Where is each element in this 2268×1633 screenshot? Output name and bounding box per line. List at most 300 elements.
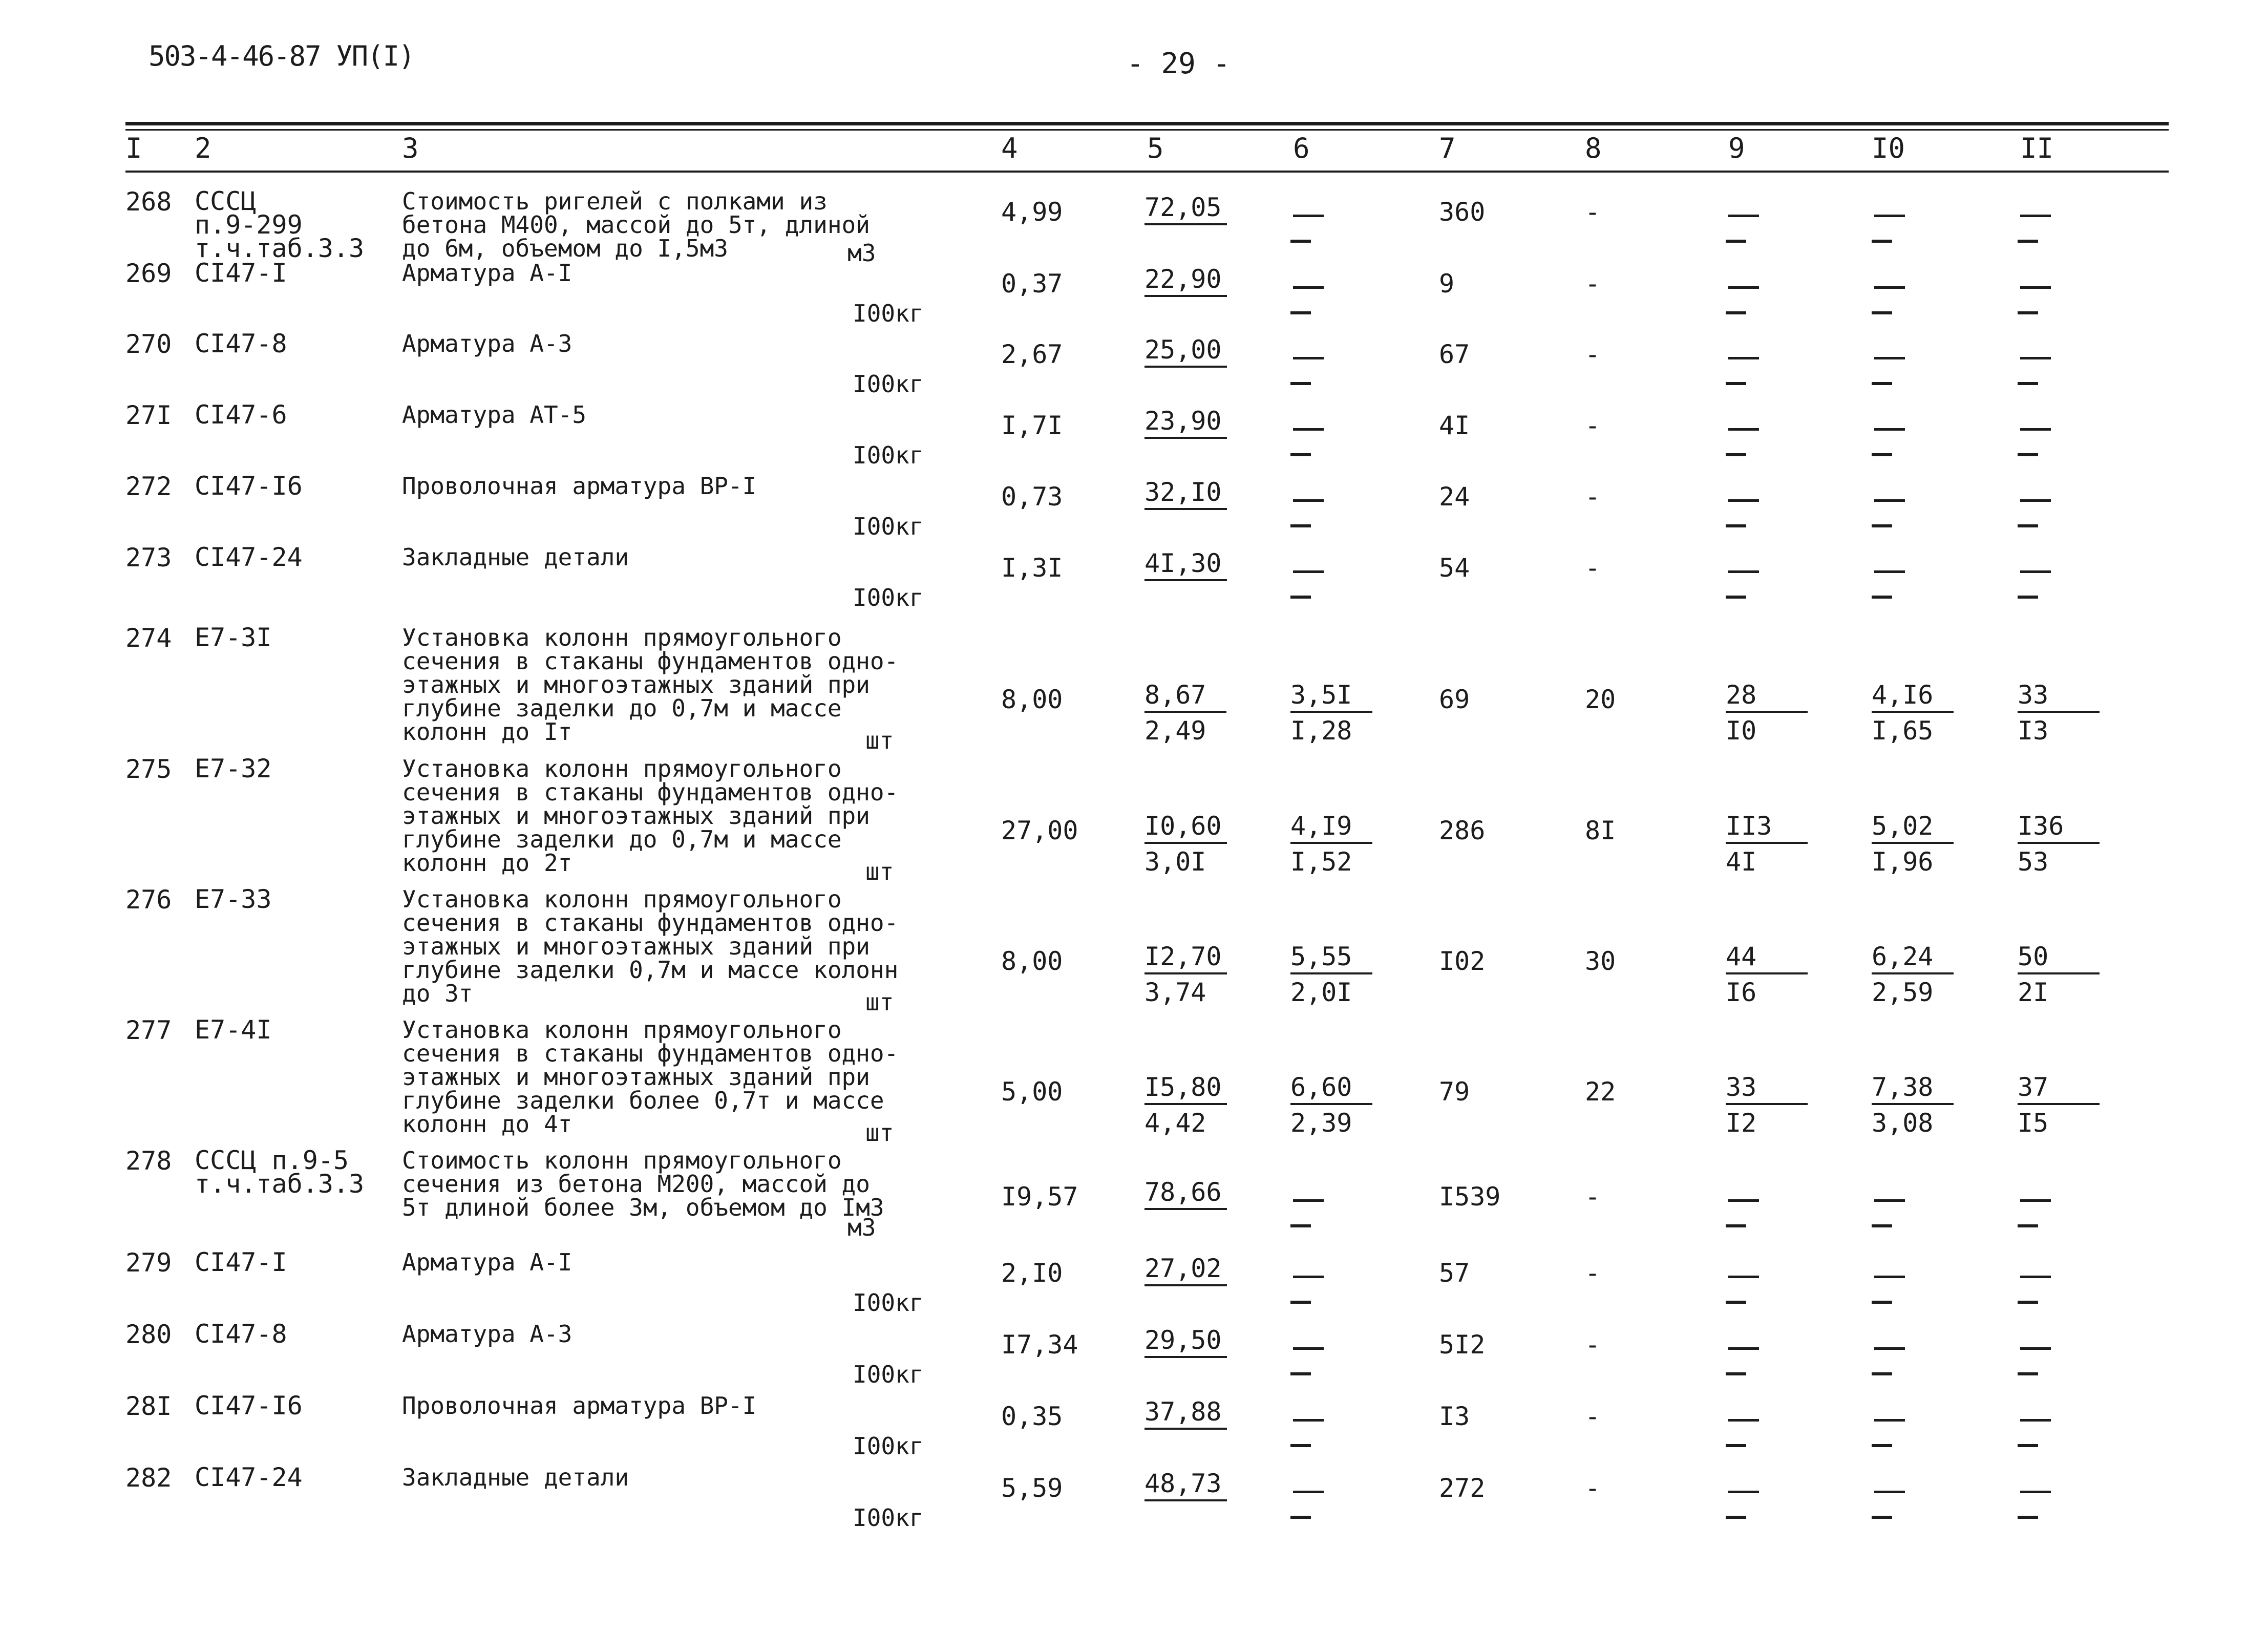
row-description: Стоимость ригелей с полками из бетона М400, массой до 5т, длиной до 6м, объемом до I,5м3 bbox=[402, 187, 870, 262]
row-unit: м3 bbox=[847, 1214, 876, 1241]
col5-denominator bbox=[1144, 1358, 1227, 1394]
dash-mark-bottom bbox=[1726, 1426, 1782, 1461]
col5-denominator: 2,49 bbox=[1144, 716, 1206, 746]
row-code: СI47-I6 bbox=[195, 1391, 303, 1420]
dash-mark bbox=[2018, 1372, 2038, 1375]
dash-mark-bottom bbox=[1726, 506, 1782, 542]
col9-fraction bbox=[1726, 545, 1782, 613]
col5-denominator: 4,42 bbox=[1144, 1108, 1206, 1138]
column-header-9: 9 bbox=[1728, 132, 1745, 164]
col5-fraction bbox=[1144, 1466, 1227, 1537]
column-header-10: I0 bbox=[1872, 132, 1905, 164]
row-unit: шт bbox=[865, 1119, 894, 1147]
dash-mark-bottom bbox=[1290, 1354, 1347, 1390]
row-code: СI47-6 bbox=[195, 400, 287, 430]
dash-mark-top bbox=[1872, 332, 1928, 364]
dash-mark bbox=[1290, 524, 1311, 527]
col9-fraction bbox=[1726, 1466, 1782, 1533]
col8-value: - bbox=[1585, 1182, 1601, 1212]
col5-fraction bbox=[1144, 545, 1227, 617]
col5-denominator bbox=[1144, 368, 1227, 404]
dash-mark bbox=[1290, 1224, 1311, 1227]
dash-mark-top bbox=[2018, 1174, 2074, 1206]
col9-fraction bbox=[1726, 677, 1808, 749]
col9-denominator: I6 bbox=[1726, 978, 1757, 1007]
dash-mark-bottom bbox=[1872, 293, 1928, 329]
dash-mark bbox=[1726, 596, 1746, 599]
row-code: Е7-3I bbox=[195, 623, 272, 652]
dash-mark-top bbox=[1726, 1250, 1782, 1282]
col9-numerator: 28 bbox=[1726, 677, 1808, 713]
col10-fraction bbox=[1872, 1174, 1928, 1242]
column-header-6: 6 bbox=[1293, 132, 1310, 164]
dash-mark bbox=[1872, 596, 1892, 599]
dash-mark-top bbox=[1290, 189, 1347, 221]
row-unit: шт bbox=[865, 988, 894, 1016]
col7-value: I539 bbox=[1439, 1182, 1501, 1212]
dash-mark bbox=[1872, 311, 1892, 314]
col10-fraction bbox=[1872, 1322, 1928, 1390]
col10-denominator: I,96 bbox=[1872, 847, 1934, 877]
dash-mark bbox=[1726, 1372, 1746, 1375]
dash-mark bbox=[1872, 524, 1892, 527]
dash-mark bbox=[2018, 596, 2038, 599]
dash-mark-bottom bbox=[2018, 1282, 2074, 1318]
col10-fraction bbox=[1872, 545, 1928, 613]
col11-numerator: 37 bbox=[2018, 1069, 2100, 1105]
col9-denominator: I2 bbox=[1726, 1108, 1757, 1138]
dash-mark bbox=[2018, 1516, 2038, 1519]
dash-mark-top bbox=[1726, 1322, 1782, 1354]
dash-mark-bottom bbox=[1290, 364, 1347, 399]
dash-mark-top bbox=[1872, 474, 1928, 506]
col7-value: 286 bbox=[1439, 816, 1486, 845]
col11-fraction bbox=[2018, 545, 2074, 613]
col11-numerator: I36 bbox=[2018, 808, 2100, 844]
dash-mark bbox=[1726, 240, 1746, 243]
dash-mark-top bbox=[2018, 332, 2074, 364]
dash-mark-bottom bbox=[1726, 1206, 1782, 1242]
col9-fraction bbox=[1726, 1174, 1782, 1242]
col5-numerator: 23,90 bbox=[1144, 403, 1227, 439]
dash-mark bbox=[1726, 1301, 1746, 1304]
dash-mark-bottom bbox=[1872, 1282, 1928, 1318]
dash-mark bbox=[1290, 240, 1311, 243]
col6-fraction bbox=[1290, 1174, 1347, 1242]
dash-mark-bottom bbox=[1872, 1497, 1928, 1533]
dash-mark-top bbox=[2018, 403, 2074, 435]
col9-fraction bbox=[1726, 332, 1782, 399]
dash-mark-bottom bbox=[1872, 506, 1928, 542]
col6-fraction bbox=[1290, 403, 1347, 471]
col4-value: 0,73 bbox=[1001, 482, 1063, 512]
col10-fraction bbox=[1872, 332, 1928, 399]
dash-mark bbox=[1726, 453, 1746, 456]
row-number: 278 bbox=[125, 1146, 172, 1176]
dash-mark-bottom bbox=[1290, 293, 1347, 329]
col11-denominator: I3 bbox=[2018, 716, 2049, 746]
col4-value: I,3I bbox=[1001, 553, 1063, 583]
dash-mark-bottom bbox=[1290, 1206, 1347, 1242]
col5-fraction bbox=[1144, 261, 1227, 333]
row-description: Проволочная арматура ВР-I bbox=[402, 1392, 757, 1419]
col5-fraction bbox=[1144, 677, 1226, 749]
dash-mark-top bbox=[1726, 189, 1782, 221]
col10-numerator: 4,I6 bbox=[1872, 677, 1954, 713]
dash-mark bbox=[2018, 240, 2038, 243]
col4-value: 27,00 bbox=[1001, 816, 1078, 845]
col5-numerator: 27,02 bbox=[1144, 1250, 1227, 1286]
col6-fraction bbox=[1290, 1322, 1347, 1390]
row-description: Закладные детали bbox=[402, 1464, 629, 1491]
col6-fraction bbox=[1290, 939, 1372, 1010]
col5-fraction bbox=[1144, 1322, 1227, 1394]
col5-fraction bbox=[1144, 939, 1227, 1010]
col8-value: - bbox=[1585, 197, 1601, 227]
col5-denominator bbox=[1144, 439, 1227, 475]
col7-value: 69 bbox=[1439, 685, 1470, 714]
row-unit: I00кг bbox=[853, 370, 924, 398]
dash-mark-top bbox=[1726, 474, 1782, 506]
dash-mark-top bbox=[1726, 403, 1782, 435]
column-header-11: II bbox=[2020, 132, 2054, 164]
dash-mark-bottom bbox=[1872, 435, 1928, 471]
col4-value: I7,34 bbox=[1001, 1330, 1078, 1360]
dash-mark-top bbox=[1290, 474, 1347, 506]
col9-fraction bbox=[1726, 808, 1808, 880]
dash-mark bbox=[1290, 1372, 1311, 1375]
col4-value: 8,00 bbox=[1001, 946, 1063, 976]
col5-numerator: 29,50 bbox=[1144, 1322, 1227, 1358]
col5-fraction bbox=[1144, 189, 1227, 261]
col5-denominator bbox=[1144, 1501, 1227, 1537]
col11-denominator: 53 bbox=[2018, 847, 2049, 877]
col5-denominator bbox=[1144, 1210, 1227, 1246]
col6-numerator: 4,I9 bbox=[1290, 808, 1372, 844]
col6-denominator: 2,0I bbox=[1290, 978, 1352, 1007]
col9-denominator: 4I bbox=[1726, 847, 1757, 877]
dash-mark-bottom bbox=[1290, 1282, 1347, 1318]
column-header-5: 5 bbox=[1147, 132, 1164, 164]
dash-mark-top bbox=[1872, 1394, 1928, 1426]
col11-fraction bbox=[2018, 1394, 2074, 1461]
dash-mark-bottom bbox=[1290, 1426, 1347, 1461]
dash-mark-top bbox=[2018, 1322, 2074, 1354]
row-description: Установка колонн прямоугольного сечения в стаканы фундаментов одно-этажных и многоэтажных зданий при глубине заделки до 0,7м и массе колонн до Iт bbox=[402, 624, 899, 746]
col5-numerator: I0,60 bbox=[1144, 808, 1227, 844]
col11-fraction bbox=[2018, 332, 2074, 399]
dash-mark-bottom bbox=[2018, 221, 2074, 257]
dash-mark-top bbox=[1726, 1174, 1782, 1206]
row-unit: I00кг bbox=[853, 300, 924, 327]
dash-mark-top bbox=[1290, 1394, 1347, 1426]
col8-value: - bbox=[1585, 553, 1601, 583]
dash-mark-top bbox=[2018, 474, 2074, 506]
row-description: Установка колонн прямоугольного сечения в стаканы фундаментов одно-этажных и многоэтажных зданий при глубине заделки 0,7м и массе колонн до 3т bbox=[402, 885, 899, 1007]
col9-fraction bbox=[1726, 1322, 1782, 1390]
col11-fraction bbox=[2018, 474, 2074, 542]
col8-value: - bbox=[1585, 269, 1601, 299]
dash-mark bbox=[2018, 453, 2038, 456]
col9-numerator: 44 bbox=[1726, 939, 1808, 974]
dash-mark-bottom bbox=[2018, 1206, 2074, 1242]
row-unit: м3 bbox=[847, 239, 876, 267]
row-number: 279 bbox=[125, 1248, 172, 1278]
col6-fraction bbox=[1290, 261, 1347, 329]
col6-fraction bbox=[1290, 332, 1347, 399]
dash-mark bbox=[2018, 1224, 2038, 1227]
dash-mark-top bbox=[1290, 1322, 1347, 1354]
row-number: 280 bbox=[125, 1320, 172, 1349]
col5-fraction bbox=[1144, 808, 1227, 880]
dash-mark-top bbox=[1726, 261, 1782, 293]
col6-fraction bbox=[1290, 189, 1347, 257]
col10-numerator: 5,02 bbox=[1872, 808, 1954, 844]
row-code: Е7-32 bbox=[195, 754, 272, 783]
col11-fraction bbox=[2018, 677, 2100, 749]
col5-numerator: 8,67 bbox=[1144, 677, 1226, 713]
col6-fraction bbox=[1290, 1250, 1347, 1318]
row-description: Закладные детали bbox=[402, 543, 629, 571]
col7-value: I3 bbox=[1439, 1402, 1470, 1431]
col5-numerator: 32,I0 bbox=[1144, 474, 1227, 510]
row-unit: I00кг bbox=[853, 1289, 924, 1317]
row-number: 28I bbox=[125, 1391, 172, 1421]
col7-value: 360 bbox=[1439, 197, 1486, 227]
dash-mark bbox=[1872, 1301, 1892, 1304]
dash-mark-top bbox=[1872, 1322, 1928, 1354]
col10-fraction bbox=[1872, 1250, 1928, 1318]
col5-denominator bbox=[1144, 1430, 1227, 1466]
dash-mark bbox=[1872, 1516, 1892, 1519]
col4-value: I,7I bbox=[1001, 411, 1063, 440]
col9-numerator: 33 bbox=[1726, 1069, 1808, 1105]
col10-denominator: I,65 bbox=[1872, 716, 1934, 746]
col6-fraction bbox=[1290, 808, 1372, 880]
col11-fraction bbox=[2018, 1250, 2074, 1318]
dash-mark-bottom bbox=[2018, 1426, 2074, 1461]
dash-mark-bottom bbox=[1290, 577, 1347, 613]
col6-denominator: I,52 bbox=[1290, 847, 1352, 877]
col8-value: - bbox=[1585, 1473, 1601, 1503]
dash-mark bbox=[2018, 382, 2038, 385]
dash-mark-bottom bbox=[1726, 1282, 1782, 1318]
dash-mark bbox=[1726, 1516, 1746, 1519]
table-top-rule bbox=[125, 122, 2169, 125]
row-number: 274 bbox=[125, 623, 172, 653]
column-header-8: 8 bbox=[1585, 132, 1602, 164]
col7-value: 67 bbox=[1439, 340, 1470, 369]
col11-fraction bbox=[2018, 939, 2100, 1010]
col8-value: - bbox=[1585, 411, 1601, 440]
dash-mark-bottom bbox=[2018, 577, 2074, 613]
dash-mark-bottom bbox=[1290, 1497, 1347, 1533]
row-number: 27I bbox=[125, 400, 172, 430]
col10-denominator: 3,08 bbox=[1872, 1108, 1934, 1138]
dash-mark bbox=[1872, 240, 1892, 243]
dash-mark-top bbox=[2018, 261, 2074, 293]
row-unit: I00кг bbox=[853, 584, 924, 611]
dash-mark-bottom bbox=[2018, 293, 2074, 329]
dash-mark-bottom bbox=[2018, 364, 2074, 399]
dash-mark bbox=[1290, 453, 1311, 456]
dash-mark-top bbox=[1290, 332, 1347, 364]
page-number: - 29 - bbox=[1127, 47, 1231, 80]
col4-value: 8,00 bbox=[1001, 685, 1063, 714]
row-code: СССЦ п.9-5 т.ч.таб.3.3 bbox=[195, 1146, 365, 1199]
dash-mark bbox=[1726, 382, 1746, 385]
col5-numerator: 78,66 bbox=[1144, 1174, 1227, 1210]
col5-fraction bbox=[1144, 474, 1227, 546]
dash-mark-bottom bbox=[1290, 506, 1347, 542]
col10-fraction bbox=[1872, 808, 1954, 880]
dash-mark-bottom bbox=[2018, 506, 2074, 542]
col5-fraction bbox=[1144, 1174, 1227, 1246]
col10-numerator: 6,24 bbox=[1872, 939, 1954, 974]
row-unit: шт bbox=[865, 858, 894, 885]
col10-fraction bbox=[1872, 1394, 1928, 1461]
dash-mark-top bbox=[1872, 1250, 1928, 1282]
dash-mark-top bbox=[1290, 1466, 1347, 1497]
row-code: СССЦ п.9-299 т.ч.таб.3.3 bbox=[195, 186, 365, 263]
col5-denominator bbox=[1144, 581, 1227, 617]
col4-value: I9,57 bbox=[1001, 1182, 1078, 1212]
col5-fraction bbox=[1144, 403, 1227, 475]
dash-mark bbox=[2018, 311, 2038, 314]
row-code: СI47-8 bbox=[195, 1319, 287, 1349]
dash-mark-bottom bbox=[1872, 1426, 1928, 1461]
dash-mark bbox=[1872, 453, 1892, 456]
dash-mark bbox=[1290, 1516, 1311, 1519]
dash-mark-bottom bbox=[1872, 1354, 1928, 1390]
col11-fraction bbox=[2018, 261, 2074, 329]
col10-fraction bbox=[1872, 1466, 1928, 1533]
row-description: Установка колонн прямоугольного сечения в стаканы фундаментов одно-этажных и многоэтажных зданий при глубине заделки более 0,7т и массе колонн до 4т bbox=[402, 1016, 899, 1138]
row-description: Арматура А-3 bbox=[402, 1320, 573, 1348]
dash-mark bbox=[1872, 1444, 1892, 1447]
row-description: Проволочная арматура ВР-I bbox=[402, 472, 757, 500]
col10-fraction bbox=[1872, 261, 1928, 329]
col4-value: 5,59 bbox=[1001, 1473, 1063, 1503]
col9-numerator: II3 bbox=[1726, 808, 1808, 844]
col10-fraction bbox=[1872, 1069, 1954, 1141]
dash-mark-top bbox=[1726, 1394, 1782, 1426]
col5-denominator: 3,74 bbox=[1144, 978, 1206, 1007]
dash-mark-top bbox=[1290, 1174, 1347, 1206]
col5-fraction bbox=[1144, 1394, 1227, 1466]
dash-mark bbox=[1872, 1372, 1892, 1375]
col5-numerator: I5,80 bbox=[1144, 1069, 1227, 1105]
col7-value: 5I2 bbox=[1439, 1330, 1486, 1360]
col5-fraction bbox=[1144, 1250, 1227, 1322]
row-number: 276 bbox=[125, 885, 172, 915]
dash-mark-top bbox=[2018, 1394, 2074, 1426]
dash-mark-bottom bbox=[1726, 364, 1782, 399]
col6-fraction bbox=[1290, 545, 1347, 613]
col5-numerator: 72,05 bbox=[1144, 189, 1227, 225]
col10-numerator: 7,38 bbox=[1872, 1069, 1954, 1105]
col11-fraction bbox=[2018, 189, 2074, 257]
col11-fraction bbox=[2018, 403, 2074, 471]
dash-mark-top bbox=[1290, 545, 1347, 577]
row-code: СI47-8 bbox=[195, 329, 287, 358]
dash-mark-top bbox=[1872, 545, 1928, 577]
col5-denominator bbox=[1144, 510, 1227, 546]
col6-numerator: 3,5I bbox=[1290, 677, 1372, 713]
col9-fraction bbox=[1726, 261, 1782, 329]
col4-value: 0,37 bbox=[1001, 269, 1063, 299]
dash-mark-top bbox=[1726, 332, 1782, 364]
col6-numerator: 5,55 bbox=[1290, 939, 1372, 974]
row-code: СI47-24 bbox=[195, 542, 303, 572]
col5-denominator bbox=[1144, 1286, 1227, 1322]
col11-fraction bbox=[2018, 808, 2100, 880]
col11-fraction bbox=[2018, 1174, 2074, 1242]
col9-fraction bbox=[1726, 1069, 1808, 1141]
dash-mark-bottom bbox=[1726, 293, 1782, 329]
dash-mark bbox=[1290, 1444, 1311, 1447]
col10-fraction bbox=[1872, 939, 1954, 1010]
row-description: Установка колонн прямоугольного сечения в стаканы фундаментов одно-этажных и многоэтажных зданий при глубине заделки до 0,7м и массе колонн до 2т bbox=[402, 755, 899, 877]
col5-numerator: 22,90 bbox=[1144, 261, 1227, 297]
row-number: 273 bbox=[125, 543, 172, 572]
col10-fraction bbox=[1872, 677, 1954, 749]
dash-mark bbox=[2018, 524, 2038, 527]
row-number: 272 bbox=[125, 472, 172, 501]
row-description: Арматура А-3 bbox=[402, 330, 573, 357]
col9-denominator: I0 bbox=[1726, 716, 1757, 746]
col5-denominator bbox=[1144, 297, 1227, 333]
row-unit: I00кг bbox=[853, 441, 924, 469]
col10-denominator: 2,59 bbox=[1872, 978, 1934, 1007]
dash-mark-bottom bbox=[1726, 1497, 1782, 1533]
row-code: СI47-I bbox=[195, 1247, 287, 1277]
dash-mark-top bbox=[2018, 545, 2074, 577]
col4-value: 2,I0 bbox=[1001, 1258, 1063, 1288]
row-number: 269 bbox=[125, 259, 172, 288]
dash-mark-top bbox=[1872, 403, 1928, 435]
col4-value: 5,00 bbox=[1001, 1077, 1063, 1107]
dash-mark-bottom bbox=[1726, 435, 1782, 471]
dash-mark bbox=[1726, 1444, 1746, 1447]
dash-mark bbox=[2018, 1444, 2038, 1447]
col7-value: 272 bbox=[1439, 1473, 1486, 1503]
col11-denominator: 2I bbox=[2018, 978, 2049, 1007]
col9-fraction bbox=[1726, 939, 1808, 1010]
col11-denominator: I5 bbox=[2018, 1108, 2049, 1138]
col9-fraction bbox=[1726, 1250, 1782, 1318]
col4-value: 4,99 bbox=[1001, 197, 1063, 227]
dash-mark bbox=[1872, 382, 1892, 385]
row-description: Стоимость колонн прямоугольного сечения из бетона М200, массой до 5т длиной более 3м, объемом до Iм3 bbox=[402, 1147, 884, 1221]
col6-fraction bbox=[1290, 1466, 1347, 1533]
column-header-1: I bbox=[125, 132, 142, 164]
col5-fraction bbox=[1144, 332, 1227, 404]
dash-mark-bottom bbox=[1872, 1206, 1928, 1242]
dash-mark-top bbox=[1872, 1174, 1928, 1206]
col10-fraction bbox=[1872, 474, 1928, 542]
dash-mark-top bbox=[1290, 1250, 1347, 1282]
dash-mark-top bbox=[2018, 189, 2074, 221]
dash-mark-bottom bbox=[1872, 221, 1928, 257]
col6-fraction bbox=[1290, 1069, 1372, 1141]
col5-denominator: 3,0I bbox=[1144, 847, 1206, 877]
col4-value: 2,67 bbox=[1001, 340, 1063, 369]
dash-mark-top bbox=[1872, 1466, 1928, 1497]
column-header-4: 4 bbox=[1001, 132, 1018, 164]
col5-numerator: 37,88 bbox=[1144, 1394, 1227, 1430]
col8-value: - bbox=[1585, 1258, 1601, 1288]
